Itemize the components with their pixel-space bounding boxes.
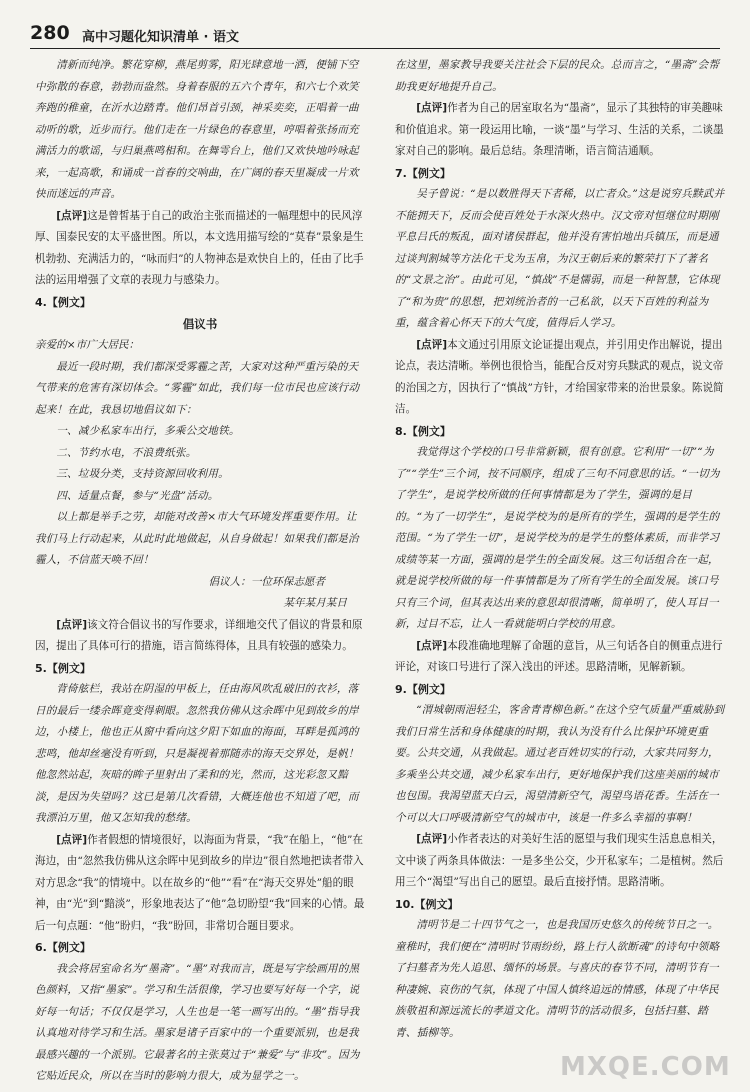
item-heading: 6.【例文】 [35,941,91,954]
page-header [30,22,720,49]
book-title: 高中习题化知识清单 · 语文 [82,30,239,45]
comment-label: [点评] [56,209,88,222]
essay-paragraph: 以上都是举手之劳，却能对改善×市大气环境发挥重要作用。让我们马上行动起来，从此时此地做起，从自身做起！如果我们都是治霾人，不信蓝天唤不回！ [35,511,359,566]
comment-paragraph [395,98,725,163]
comment-label: [点评] [416,639,448,652]
item-heading: 4.【例文】 [35,295,91,309]
comment-paragraph [35,615,365,658]
comment-label: [点评] [416,338,448,351]
essay-paragraph: 背倚舷栏，我站在阴湿的甲板上，任由海风吹乱破旧的衣衫，落日的最后一缕余晖竟变得刺眼。忽然我仿佛从这余晖中见到故乡的岸边，小楼上，他也正从窗中看向这夕阳下如血的海面，耳畔是孤鸿的悲鸣，他却丝毫没有听到，只是凝视着那随赤的海天交界处，是帆！他忽然站起，灰暗的眸子里射出了柔和的光，然而，这光彩忽又黯淡，是因为失望吗？这已是第几次看错，大概连他也不知道了吧，而我漂泊万里，他又怎知我的愁绪。 [35,683,359,824]
item-heading: 7.【例文】 [395,166,451,180]
list-item: 四、适量点餐，参与“光盘”活动。 [56,489,219,502]
date-line: 某年某月某日 [283,597,347,609]
comment-text: 作者假想的情境很好，以海面为背景，“我”在船上，“他”在海边，由“忽然我仿佛从这余晖中见到故乡的岸边”很自然地把读者带入对方思念“我”的情境中。以在故乡的“他”“看”在“海天交界处”船的眼神，由“光”到“黯淡”，形象地表达了“他”急切盼望“我”回来的心情。最后一句点题：“他”盼归，“我”盼回，非常切合题目要求。 [35,833,365,932]
comment-paragraph [35,206,365,292]
essay-paragraph: 我会将居室命名为“墨斋”。“墨”对我而言，既是写字绘画用的黑色颜料，又指“墨家”。学习和生活很像，学习也要写好每一个字，说好每一句话；不仅仅是学习，人生也是一笔一画写出的。“墨”指导我认真地对待学习和生活。墨家是诸子百家中的一个重要派别，也是我最感兴趣的一个派别。它最著名的主张莫过于“兼爱”与“非攻”。因为它贴近民众，所以在当时的影响力很大，成为显学之一。 [35,962,360,1082]
page-number: 280 [30,22,70,44]
comment-paragraph [395,636,725,679]
right-column [395,55,725,1044]
item-heading: 10.【例文】 [395,897,459,911]
comment-text: 这是曾皙基于自己的政治主张而描述的一幅理想中的民风淳厚、国泰民安的太平盛世图。所以，本文选用描写绘的“莫春”景象是生机勃勃、充满活力的，“咏而归”的人物神态是欢快自上的，任由了比手法的运用增强了文章的表现力与感染力。 [35,209,364,286]
essay-paragraph: 清新而纯净。繁花穿柳，燕尾剪雾，阳光肆意地一洒，便铺下空中弥散的春意，勃勃而盎然。身着春服的五六个青年，和六七个欢笑奔跑的稚童，在沂水边踏青。他们昂首引颈，神采奕奕，正唱着一曲动听的歌，近步而行。他们走在一片绿色的春意里，哼唱着张扬而充满活力的歌谣，与归巢燕鸣相和。在舞雩台上，他们又欢快地吟咏起来，一起高歌，和诵成一首春的交响曲，在广阔的春天里凝成一片欢快而迷远的声音。 [35,59,359,200]
comment-paragraph [35,830,365,938]
item-heading: 9.【例文】 [395,682,451,696]
comment-label: [点评] [56,618,88,631]
item-heading: 8.【例文】 [395,424,451,438]
essay-paragraph: “渭城朝雨浥轻尘，客舍青青柳色新。”在这个空气质量严重威胁到我们日常生活和身体健康的时期，我认为没有什么比保护环境更重要。公共交通，从我做起。通过老百姓切实的行动，大家共同努力，多乘坐公共交通，减少私家车出行，更好地保护我们这座美丽的城市也包围。我渴望蓝天白云，渴望清新空气，渴望鸟语花香。生活在一个可以大口呼吸清新空气的城市中，该是一件多么幸福的事啊！ [395,704,725,824]
watermark: MXQE.COM [560,1052,731,1082]
comment-paragraph [395,335,725,421]
signature: 倡议人：一位环保志愿者 [208,575,325,588]
comment-text: 本段准确地理解了命题的意旨，从三句话各自的侧重点进行评论，对该口号进行了深入浅出的评述。思路清晰，见解新颖。 [395,639,723,673]
salutation: 亲爱的×市广大居民： [35,339,140,351]
item-heading: 5.【例文】 [35,661,91,675]
comment-text: 该文符合倡议书的写作要求，详细地交代了倡议的背景和原因，提出了具体可行的措施，语言简练得体，且具有较强的感染力。 [35,618,363,652]
comment-text: 本文通过引用原文论证提出观点，并引用史作出解说，提出论点，表达清晰。举例也很恰当，能配合反对穷兵黩武的观点，说文帝的治国之方，因执行了“慎战”方针，才给国家带来的治世景象。陈说简洁。 [395,338,724,415]
essay-title: 倡议书 [182,317,218,331]
list-item: 一、减少私家车出行，多乘公交地铁。 [56,425,240,437]
essay-paragraph: 我觉得这个学校的口号非常新颖，很有创意。它利用“一切”“为了”“学生”三个词，按不同顺序，组成了三句不同意思的话。“一切为了学生”，是说学校所做的任何事情都是为了学生，强调的是目的。“为了一切学生”，是说学校为的是所有的学生，强调的是学生的范围。“为了学生一切”，是说学校为的是学生的整体素质，而非学习成绩等某一方面，强调的是学生的全面发展。这三句话组合在一起，就是说学校所做的每一件事情都是为了所有学生的全面发展。该口号只有三个词，但其表达出来的意思却很清晰，简单明了，使人耳目一新，过目不忘，让人一看就能明白学校的用意。 [395,446,720,630]
essay-paragraph: 吴子曾说：“是以数胜得天下者稀，以亡者众。”这是说穷兵黩武并不能拥天下，反而会使百姓处于水深火热中。汉文帝对恒继位时期刚平息吕氏的叛乱，面对诸侯群起，他并没有害怕地出兵镇压，而是通过谈判割城等方法化干戈为玉帛，为汉王朝后来的繁荣打下了著名的“文景之治”。由此可见，“慎战”不是懦弱，而是一种智慧，它体现了“和为贵”的思想，把刘统治者的一己私欲，以天下百姓的利益为重，蕴含着心怀天下的大气度，值得后人学习。 [395,188,725,329]
essay-paragraph: 在这里，墨家教导我要关注社会下层的民众。总而言之，“墨斋”会帮助我更好地提升自己。 [395,59,720,93]
left-column [35,55,365,1088]
list-item: 三、垃圾分类，支持资源回收利用。 [56,468,229,480]
comment-label: [点评] [416,102,448,114]
comment-paragraph [395,829,725,894]
comment-text: 作者为自己的居室取名为“墨斋”，显示了其独特的审美趣味和价值追求。第一段运用比喻，一谈“墨”与学习、生活的关系，二谈墨家对自己的影响。最后总结。条理清晰，语言简洁通顺。 [395,102,724,157]
comment-label: [点评] [416,833,448,845]
comment-text: 小作者表达的对美好生活的愿望与我们现实生活息息相关，文中谈了两条具体做法：一是多坐公交，少开私家车；二是植树。然后用三个“渴望”写出自己的愿望。最后直接抒情。思路清晰。 [395,833,724,888]
list-item: 二、节约水电，不浪费纸张。 [56,446,197,459]
essay-paragraph: 清明节是二十四节气之一，也是我国历史悠久的传统节日之一。童稚时，我们便在“清明时节雨纷纷，路上行人欲断魂”的诗句中领略了扫墓者为先人追思、缅怀的场景。与喜庆的春节不同，清明节有一种凄婉、哀伤的气氛，体现了中国人慎终追远的情感，体现了中华民族敬祖和源远流长的孝道文化。清明节的活动很多，包括扫墓、踏青、插柳等。 [395,919,720,1039]
comment-label: [点评] [56,833,88,846]
essay-paragraph: 最近一段时期，我们都深受雾霾之苦，大家对这种严重污染的天气带来的危害有深切体会。“雾霾”如此，我们每一位市民也应该行动起来！在此，我恳切地倡议如下： [35,360,360,416]
